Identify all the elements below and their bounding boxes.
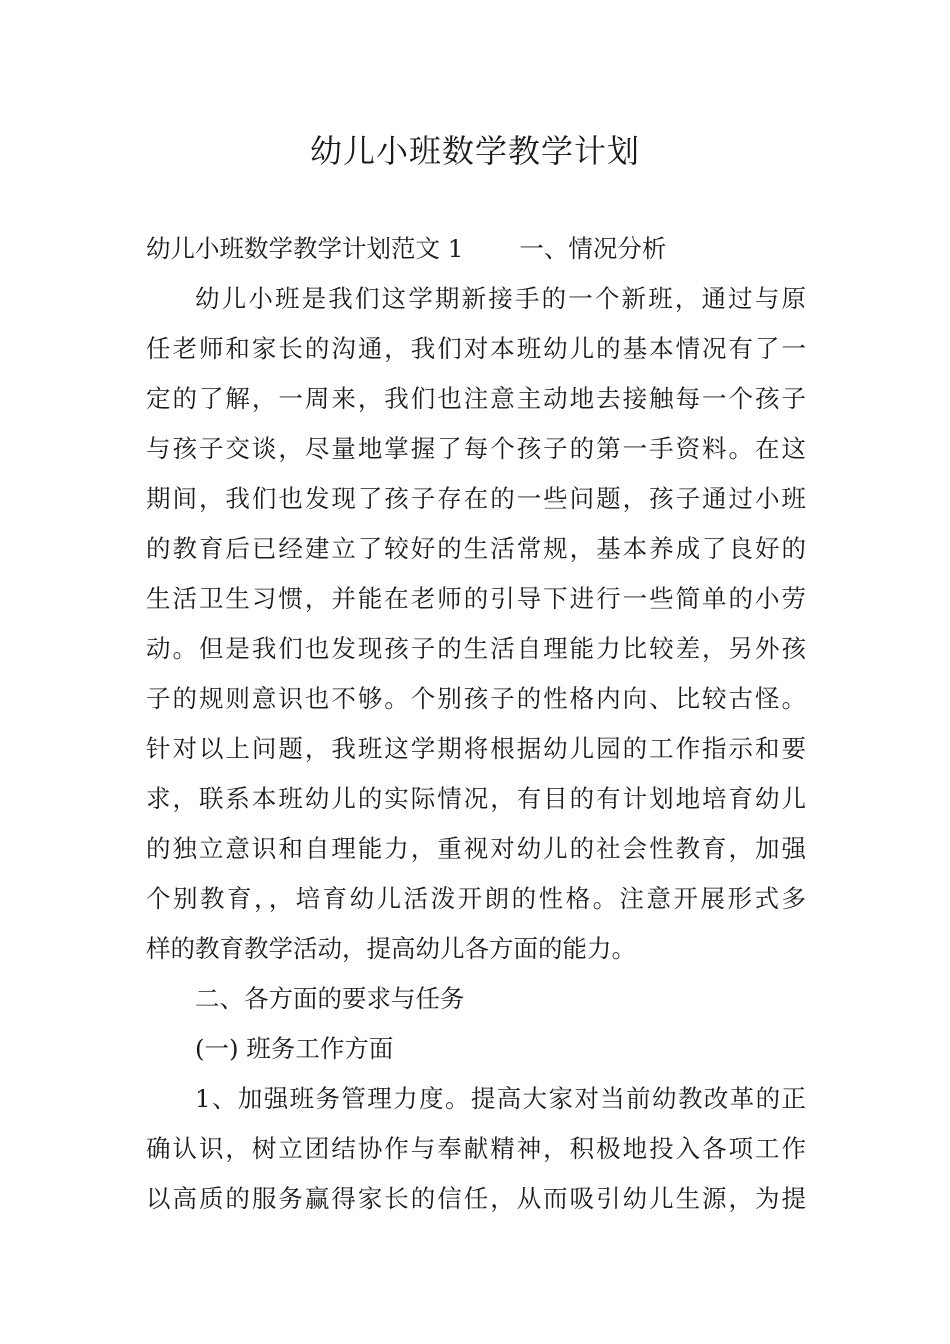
paragraph-line: 的教育后已经建立了较好的生活常规，基本养成了良好的 [146, 534, 806, 563]
intro-line [146, 224, 806, 274]
paragraph-line: 针对以上问题，我班这学期将根据幼儿园的工作指示和要 [146, 734, 806, 763]
paragraph-line: 1、加强班务管理力度。提高大家对当前幼教改革的正 [195, 1084, 806, 1113]
document-title: 幼儿小班数学教学计划 [309, 132, 640, 170]
paragraph-line: 与孩子交谈，尽量地掌握了每个孩子的第一手资料。在这 [146, 434, 806, 463]
paragraph-line: 的独立意识和自理能力，重视对幼儿的社会性教育，加强 [146, 834, 806, 863]
paragraph-line: 生活卫生习惯，并能在老师的引导下进行一些简单的小劳 [146, 584, 806, 613]
paragraph-line: 任老师和家长的沟通，我们对本班幼儿的基本情况有了一 [146, 334, 806, 363]
subsection-heading-class-affairs: (一) 班务工作方面 [195, 1034, 394, 1063]
section-heading-situation: 一、情况分析 [519, 234, 667, 263]
paragraph-line: 确认识，树立团结协作与奉献精神，积极地投入各项工作 [146, 1134, 806, 1163]
paragraph-line: 以高质的服务赢得家长的信任，从而吸引幼儿生源，为提 [146, 1184, 806, 1213]
intro-heading: 幼儿小班数学教学计划范文 1 [146, 234, 464, 263]
paragraph-line: 幼儿小班是我们这学期新接手的一个新班，通过与原 [195, 284, 806, 313]
paragraph-line: 期间，我们也发现了孩子存在的一些问题，孩子通过小班 [146, 484, 806, 513]
paragraph-line: 求，联系本班幼儿的实际情况，有目的有计划地培育幼儿 [146, 784, 806, 813]
paragraph-line: 个别教育，，培育幼儿活泼开朗的性格。注意开展形式多 [146, 884, 806, 913]
paragraph-line-last: 样的教育教学活动，提高幼儿各方面的能力。 [146, 934, 636, 963]
section-heading-requirements: 二、各方面的要求与任务 [195, 984, 465, 1013]
paragraph-line: 动。但是我们也发现孩子的生活自理能力比较差，另外孩 [146, 634, 806, 663]
paragraph-line: 定的了解，一周来，我们也注意主动地去接触每一个孩子 [146, 384, 806, 413]
document-body [146, 224, 806, 1224]
paragraph-line: 子的规则意识也不够。个别孩子的性格内向、比较古怪。 [146, 684, 806, 713]
